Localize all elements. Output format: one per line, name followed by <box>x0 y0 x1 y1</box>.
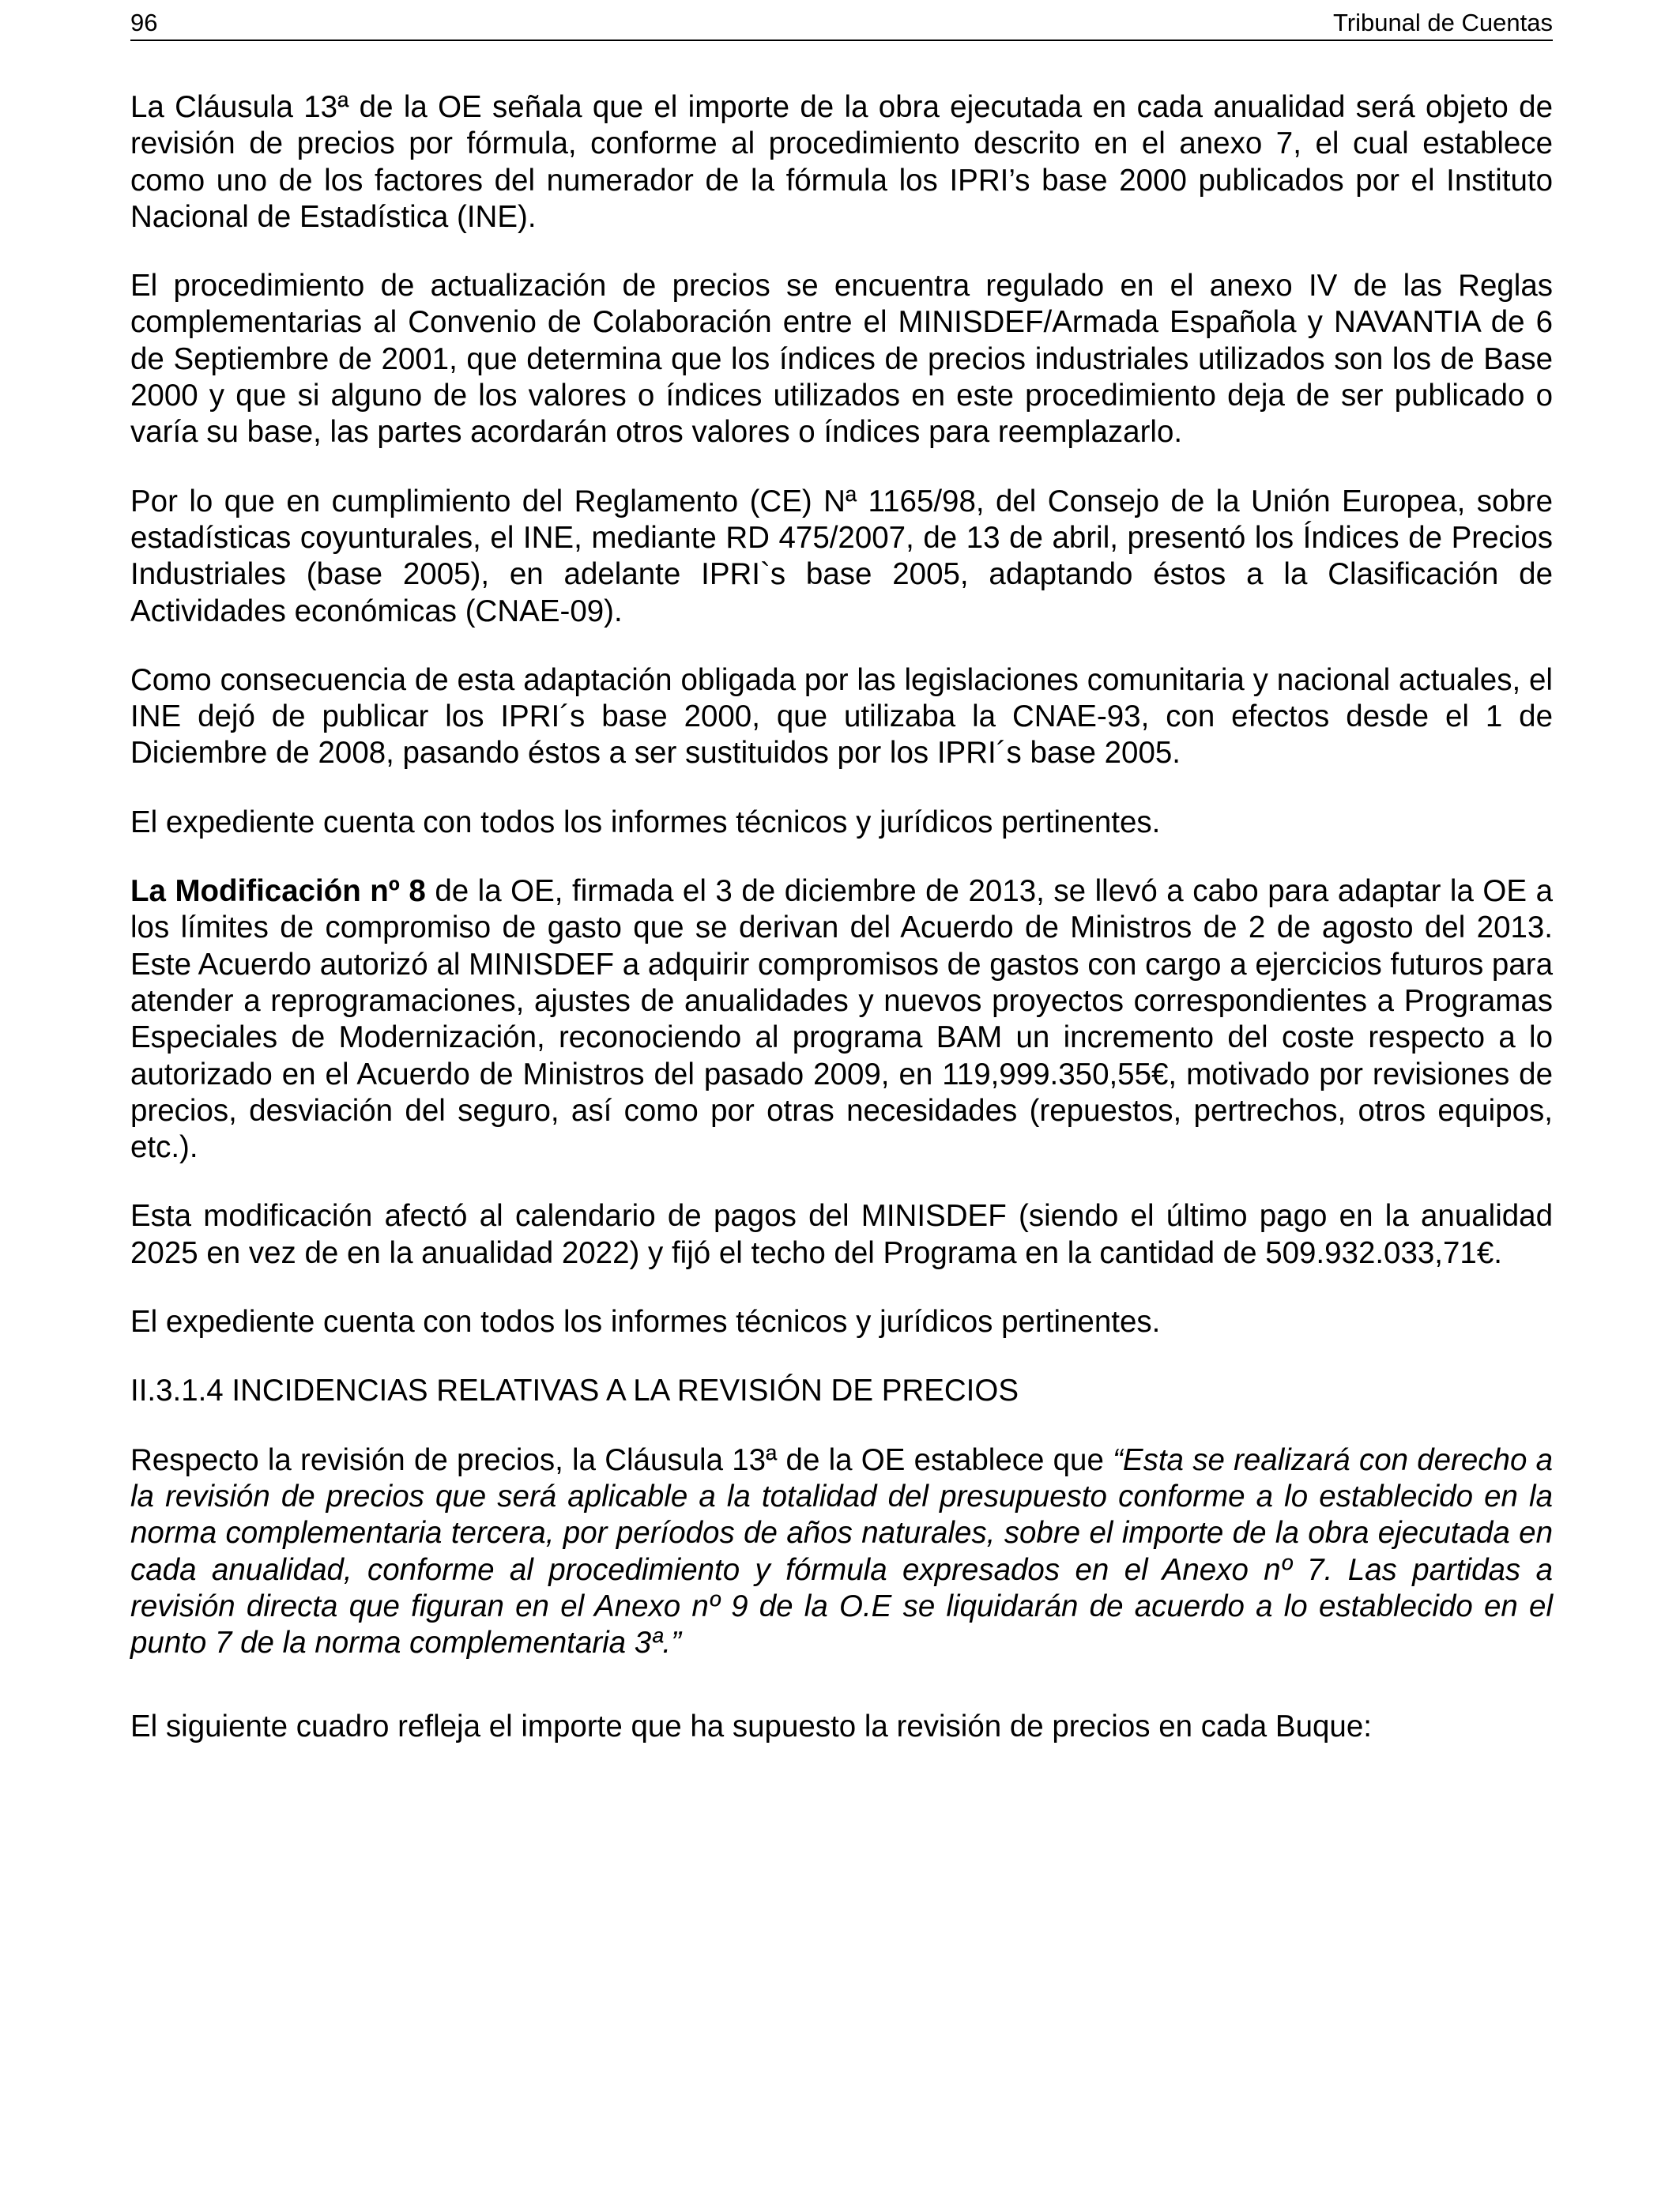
paragraph-reglamento-ce: Por lo que en cumplimiento del Reglamento (CE) Nª 1165/98, del Consejo de la Unión Europea, sobre estadísticas coyunturales, el INE, mediante RD 475/2007, de 13 de abril, presentó los Índices de Precios Industriales (base 2005), en adelante IPRI`s base 2005, adaptando éstos a la Clasificación de Actividades económicas (CNAE-09). <box>130 484 1553 628</box>
page-number: 96 <box>130 9 158 36</box>
modificacion-8-label: La Modificación nº 8 <box>130 874 426 909</box>
clausula-quote: “Esta se realizará con derecho a la revisión de precios que será aplicable a la totalidad del presupuesto conforme a lo establecido en la norma complementaria tercera, por períodos de años naturales, sobre el importe de la obra ejecutada en cada anualidad, conforme al procedimiento y fórmula expresados en el Anexo nº 7. Las partidas a revisión directa que figuran en el Anexo nº 9 de la O.E se liquidarán de acuerdo a lo establecido en el punto 7 de la norma complementaria 3ª.” <box>130 1442 1554 1661</box>
page-header <box>130 6 1553 41</box>
paragraph-modificacion-8 <box>130 873 1553 1166</box>
modificacion-8-text: de la OE, firmada el 3 de diciembre de 2013, se llevó a cabo para adaptar la OE a los límites de compromiso de gasto que se derivan del Acuerdo de Ministros de 2 de agosto del 2013. Este Acuerdo autorizó al MINISDEF a adquirir compromisos de gastos con cargo a ejercicios futuros para atender a reprogramaciones, ajustes de anualidades y nuevos proyectos correspondientes a Programas Especiales de Modernización, reconociendo al programa BAM un incremento del coste respecto a lo autorizado en el Acuerdo de Ministros del pasado 2009, en 119,999.350,55€, motivado por revisiones de precios, desviación del seguro, así como por otras necesidades (repuestos, pertrechos, otros equipos, etc.). <box>130 874 1553 1165</box>
paragraph-revision-precios <box>130 1442 1553 1662</box>
revision-precios-intro: Respecto la revisión de precios, la Cláusula 13ª de la OE establece que <box>130 1442 1113 1477</box>
header-title: Tribunal de Cuentas <box>1332 9 1553 36</box>
paragraph-expediente-2: El expediente cuenta con todos los informes técnicos y jurídicos pertinentes. <box>130 1305 1161 1340</box>
document-body <box>130 89 1553 1778</box>
paragraph-procedimiento-actualizacion: El procedimiento de actualización de precios se encuentra regulado en el anexo IV de las Reglas complementarias al Convenio de Colaboración entre el MINISDEF/Armada Española y NAVANTIA de 6 de Septiembre de 2001, que determina que los índices de precios industriales utilizados son los de Base 2000 y que si alguno de los valores o índices utilizados en este procedimiento deja de ser publicado o varía su base, las partes acordarán otros valores o índices para reemplazarlo. <box>130 269 1553 450</box>
section-heading: II.3.1.4 INCIDENCIAS RELATIVAS A LA REVISIÓN DE PRECIOS <box>130 1374 1019 1408</box>
paragraph-expediente-1: El expediente cuenta con todos los informes técnicos y jurídicos pertinentes. <box>130 805 1161 839</box>
paragraph-calendario-pagos: Esta modificación afectó al calendario de pagos del MINISDEF (siendo el último pago en la anualidad 2025 en vez de en la anualidad 2022) y fijó el techo del Programa en la cantidad de 509.932.033,71€. <box>130 1199 1553 1270</box>
paragraph-cuadro-intro: El siguiente cuadro refleja el importe que ha supuesto la revisión de precios en cada Buque: <box>130 1710 1372 1744</box>
paragraph-clausula-13: La Cláusula 13ª de la OE señala que el importe de la obra ejecutada en cada anualidad será objeto de revisión de precios por fórmula, conforme al procedimiento descrito en el anexo 7, el cual establece como uno de los factores del numerador de la fórmula los IPRI’s base 2000 publicados por el Instituto Nacional de Estadística (INE). <box>130 90 1553 234</box>
paragraph-adaptacion-obligada: Como consecuencia de esta adaptación obligada por las legislaciones comunitaria y nacional actuales, el INE dejó de publicar los IPRI´s base 2000, que utilizaba la CNAE-93, con efectos desde el 1 de Diciembre de 2008, pasando éstos a ser sustituidos por los IPRI´s base 2005. <box>130 662 1553 771</box>
